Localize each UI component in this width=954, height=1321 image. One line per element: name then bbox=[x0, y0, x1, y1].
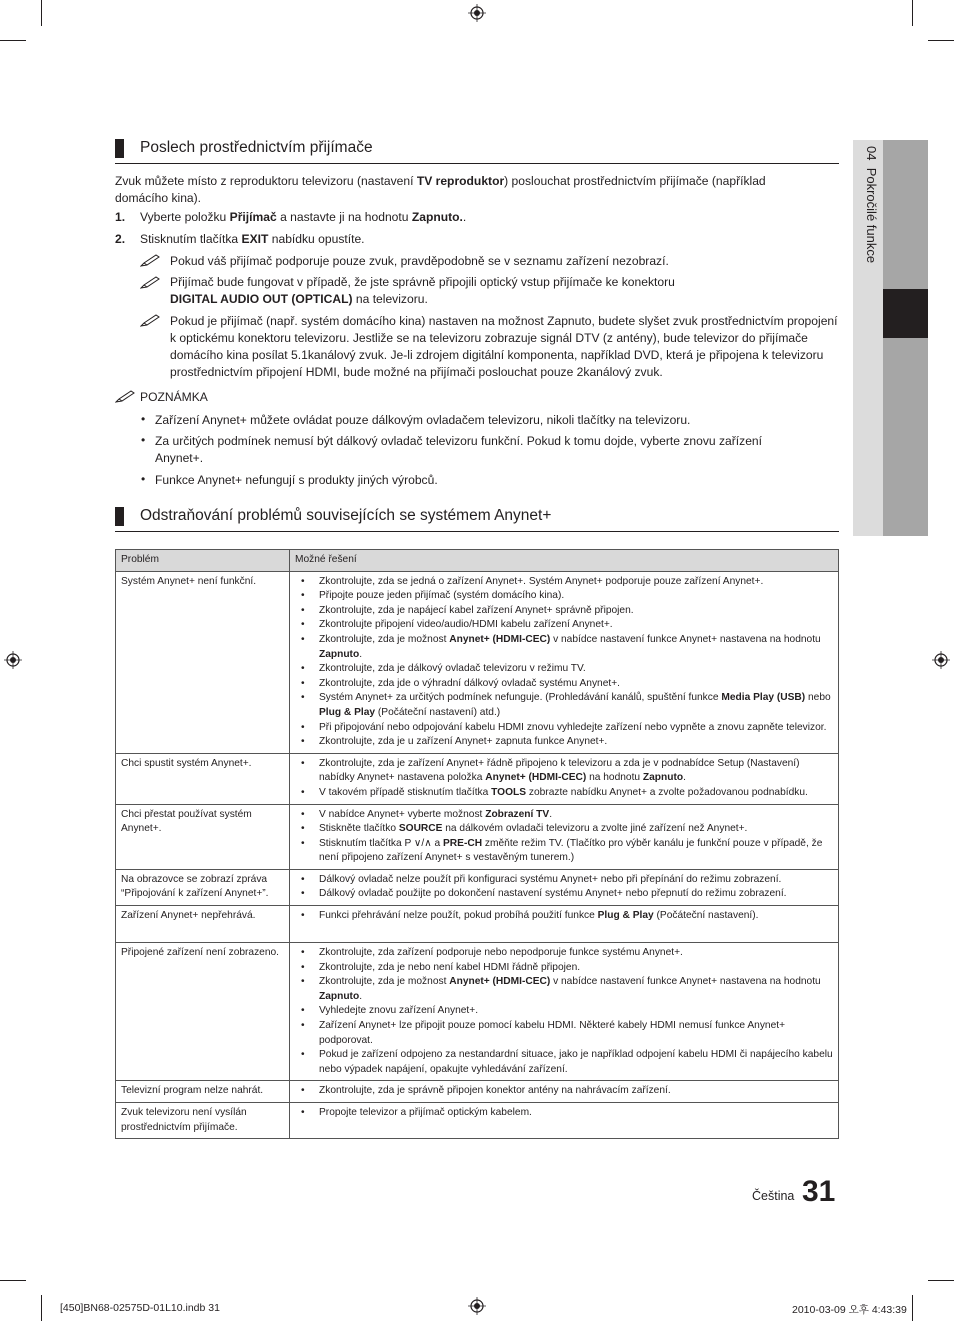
note-text: Přijímač bude fungovat v případě, že jste správně připojili optický vstup přijímače ke konektoru DIGITAL AUDIO OUT (OPTICAL) na televizoru. bbox=[170, 275, 675, 306]
registration-mark-icon bbox=[468, 1297, 486, 1315]
problem-cell: Zařízení Anynet+ nepřehrává. bbox=[116, 906, 290, 943]
section-title: Poslech prostřednictvím přijímače bbox=[140, 139, 373, 156]
solution-cell bbox=[290, 1103, 839, 1139]
solution-item: • Funkci přehrávání nelze použít, pokud probíhá použití funkce Plug & Play (Počáteční nastavení). bbox=[295, 909, 833, 924]
chapter-tab-marker bbox=[883, 289, 928, 338]
solution-item: • Zkontrolujte, zda se jedná o zařízení Anynet+. Systém Anynet+ podporuje pouze zařízení Anynet+. bbox=[295, 575, 833, 590]
solution-item: • V nabídce Anynet+ vyberte možnost Zobrazení TV. bbox=[295, 808, 833, 823]
solution-item: • Zkontrolujte, zda je zařízení Anynet+ řádně připojeno k televizoru a zda je v podnabídce Setup (Nastavení) nabídky Anynet+ nastavena položka Anynet+ (HDMI-CEC) na hodnotu Zapnuto. bbox=[295, 757, 833, 786]
solution-cell bbox=[290, 571, 839, 753]
problem-cell: Systém Anynet+ není funkční. bbox=[116, 571, 290, 753]
bullet: • bbox=[141, 433, 146, 447]
crop-mark bbox=[0, 1280, 26, 1281]
crop-mark bbox=[928, 40, 954, 41]
table-row bbox=[116, 753, 839, 804]
solution-item: • Propojte televizor a přijímač optickým kabelem. bbox=[295, 1106, 833, 1121]
table-row bbox=[116, 906, 839, 943]
solution-item: • Připojte pouze jeden přijímač (systém domácího kina). bbox=[295, 589, 833, 604]
solution-cell bbox=[290, 1081, 839, 1103]
crop-mark bbox=[928, 1280, 954, 1281]
bullet-text: Za určitých podmínek nemusí být dálkový ovladač televizoru funkční. Pokud k tomu dojde, vyberte znovu zařízení Anynet+. bbox=[155, 434, 763, 465]
solution-item: • Zkontrolujte připojení video/audio/HDMI kabelu zařízení Anynet+. bbox=[295, 618, 833, 633]
note-pencil-icon bbox=[140, 314, 160, 328]
bullet: • bbox=[141, 472, 146, 486]
column-header-problem: Problém bbox=[116, 550, 290, 572]
print-date-info: 2010-03-09 오후 4:43:39 bbox=[792, 1304, 907, 1316]
registration-mark-icon bbox=[932, 651, 950, 669]
solution-item: • Zkontrolujte, zda je u zařízení Anynet+ zapnuta funkce Anynet+. bbox=[295, 735, 833, 750]
note-pencil-icon bbox=[115, 390, 135, 404]
section-title: Odstraňování problémů souvisejících se systémem Anynet+ bbox=[140, 507, 552, 524]
note-heading: POZNÁMKA bbox=[140, 390, 208, 404]
section-heading bbox=[115, 137, 839, 164]
solution-cell bbox=[290, 753, 839, 804]
solution-item: • Systém Anynet+ za určitých podmínek nefunguje. (Prohledávání kanálů, spuštění funkce Media Play (USB) nebo Plug & Play (Počáteční nastavení) atd.) bbox=[295, 691, 833, 720]
solution-item: • Zkontrolujte, zda jde o výhradní dálkový ovladač systému Anynet+. bbox=[295, 677, 833, 692]
solution-item: • Zkontrolujte, zda je správně připojen konektor antény na nahrávacím zařízení. bbox=[295, 1084, 833, 1099]
solution-item: • Dálkový ovladač použijte po dokončení nastavení systému Anynet+ nebo přepnutí do režimu zobrazení. bbox=[295, 887, 833, 902]
solution-item: • Dálkový ovladač nelze použít při konfiguraci systému Anynet+ nebo při přepínání do režimu zobrazení. bbox=[295, 873, 833, 888]
step-text: Stisknutím tlačítka EXIT nabídku opustíte. bbox=[140, 232, 365, 246]
step-text: Vyberte položku Přijímač a nastavte ji na hodnotu Zapnuto.. bbox=[140, 210, 467, 224]
solution-item: • Zkontrolujte, zda je možnost Anynet+ (HDMI-CEC) v nabídce nastavení funkce Anynet+ nastavena na hodnotu Zapnuto. bbox=[295, 975, 833, 1004]
solution-item: • Pokud je zařízení odpojeno za nestandardní situace, jako je například odpojení kabelu HDMI či napájecího kabelu nebo výpadek napájení, opakujte vyhledávání zařízení. bbox=[295, 1048, 833, 1077]
table-row bbox=[116, 1103, 839, 1139]
note-pencil-icon bbox=[140, 276, 160, 290]
note-text: Pokud je přijímač (např. systém domácího kina) nastaven na možnost Zapnuto, budete slyšet zvuk prostřednictvím propojení k optickému konektoru televizoru. Jestliže se na televizoru zobrazuje signál DTV (z antény), bude televizor do přijímače domácího kina posílat 5.1kanálový zvuk. Je-li zdrojem digitální komponenta, například DVD, která je připojena k televizoru prostřednictvím připojení HDMI, bude možné na přijímači poslouchat pouze 2kanálový zvuk. bbox=[170, 314, 838, 379]
solution-item: • Zkontrolujte, zda je napájecí kabel zařízení Anynet+ správně připojen. bbox=[295, 604, 833, 619]
solution-item: • V takovém případě stisknutím tlačítka TOOLS zobrazte nabídku Anynet+ a zvolte požadovanou podnabídku. bbox=[295, 786, 833, 801]
table-row bbox=[116, 1081, 839, 1103]
problem-cell: Televizní program nelze nahrát. bbox=[116, 1081, 290, 1103]
solution-cell bbox=[290, 943, 839, 1081]
solution-item: • Zkontrolujte, zda je nebo není kabel HDMI řádně připojen. bbox=[295, 961, 833, 976]
registration-mark-icon bbox=[4, 651, 22, 669]
problem-cell: Zvuk televizoru není vysílán prostřednictvím přijímače. bbox=[116, 1103, 290, 1139]
solution-item: • Zkontrolujte, zda je dálkový ovladač televizoru v režimu TV. bbox=[295, 662, 833, 677]
table-row bbox=[116, 571, 839, 753]
step-number: 2. bbox=[115, 232, 126, 246]
table-row bbox=[116, 943, 839, 1081]
solution-item: • Stisknutím tlačítka P ∨/∧ a PRE-CH změňte režim TV. (Tlačítko pro výběr kanálu je funkční pouze v případě, že není připojeno zařízení Anynet+ s vestavěným tunerem.) bbox=[295, 837, 833, 866]
note-text: Pokud váš přijímač podporuje pouze zvuk, pravděpodobně se v seznamu zařízení nezobrazí. bbox=[170, 254, 669, 268]
problem-cell: Chci přestat používat systém Anynet+. bbox=[116, 804, 290, 869]
bullet-text: Funkce Anynet+ nefungují s produkty jiných výrobců. bbox=[155, 473, 438, 487]
chapter-label: 04 Pokročilé funkce bbox=[864, 146, 879, 264]
solution-item: • Zařízení Anynet+ lze připojit pouze pomocí kabelu HDMI. Některé kabely HDMI nemusí funkce Anynet+ podporovat. bbox=[295, 1019, 833, 1048]
crop-mark bbox=[41, 0, 42, 26]
chapter-tab-strip bbox=[883, 140, 928, 536]
page-number: 31 bbox=[802, 1175, 836, 1208]
print-file-info: [450]BN68-02575D-01L10.indb 31 bbox=[60, 1302, 220, 1314]
crop-mark bbox=[912, 0, 913, 26]
table-row bbox=[116, 869, 839, 905]
solution-item: • Zkontrolujte, zda zařízení podporuje nebo nepodporuje funkce systému Anynet+. bbox=[295, 946, 833, 961]
problem-cell: Na obrazovce se zobrazí zpráva “Připojování k zařízení Anynet+”. bbox=[116, 869, 290, 905]
solution-cell bbox=[290, 869, 839, 905]
bullet-text: Zařízení Anynet+ můžete ovládat pouze dálkovým ovladačem televizoru, nikoli tlačítky na televizoru. bbox=[155, 413, 691, 427]
solution-cell bbox=[290, 804, 839, 869]
bullet: • bbox=[141, 412, 146, 426]
table-row bbox=[116, 804, 839, 869]
column-header-solution: Možné řešení bbox=[290, 550, 839, 572]
page-language: Čeština bbox=[752, 1189, 795, 1203]
section-heading bbox=[115, 505, 839, 532]
troubleshooting-table bbox=[115, 549, 839, 1139]
problem-cell: Chci spustit systém Anynet+. bbox=[116, 753, 290, 804]
note-pencil-icon bbox=[140, 254, 160, 268]
step-number: 1. bbox=[115, 210, 126, 224]
problem-cell: Připojené zařízení není zobrazeno. bbox=[116, 943, 290, 1081]
solution-cell bbox=[290, 906, 839, 943]
crop-mark bbox=[41, 1295, 42, 1321]
solution-item: • Při připojování nebo odpojování kabelu HDMI znovu vyhledejte zařízení nebo vypněte a znovu zapněte televizor. bbox=[295, 721, 833, 736]
solution-item: • Zkontrolujte, zda je možnost Anynet+ (HDMI-CEC) v nabídce nastavení funkce Anynet+ nastavena na hodnotu Zapnuto. bbox=[295, 633, 833, 662]
crop-mark bbox=[912, 1295, 913, 1321]
crop-mark bbox=[0, 40, 26, 41]
intro-paragraph: Zvuk můžete místo z reproduktoru televizoru (nastavení TV reproduktor) poslouchat prostřednictvím přijímače (například domácího kina). bbox=[115, 174, 766, 205]
solution-item: • Vyhledejte znovu zařízení Anynet+. bbox=[295, 1004, 833, 1019]
solution-item: • Stiskněte tlačítko SOURCE na dálkovém ovladači televizoru a zvolte jiné zařízení než Anynet+. bbox=[295, 822, 833, 837]
registration-mark-icon bbox=[468, 4, 486, 22]
